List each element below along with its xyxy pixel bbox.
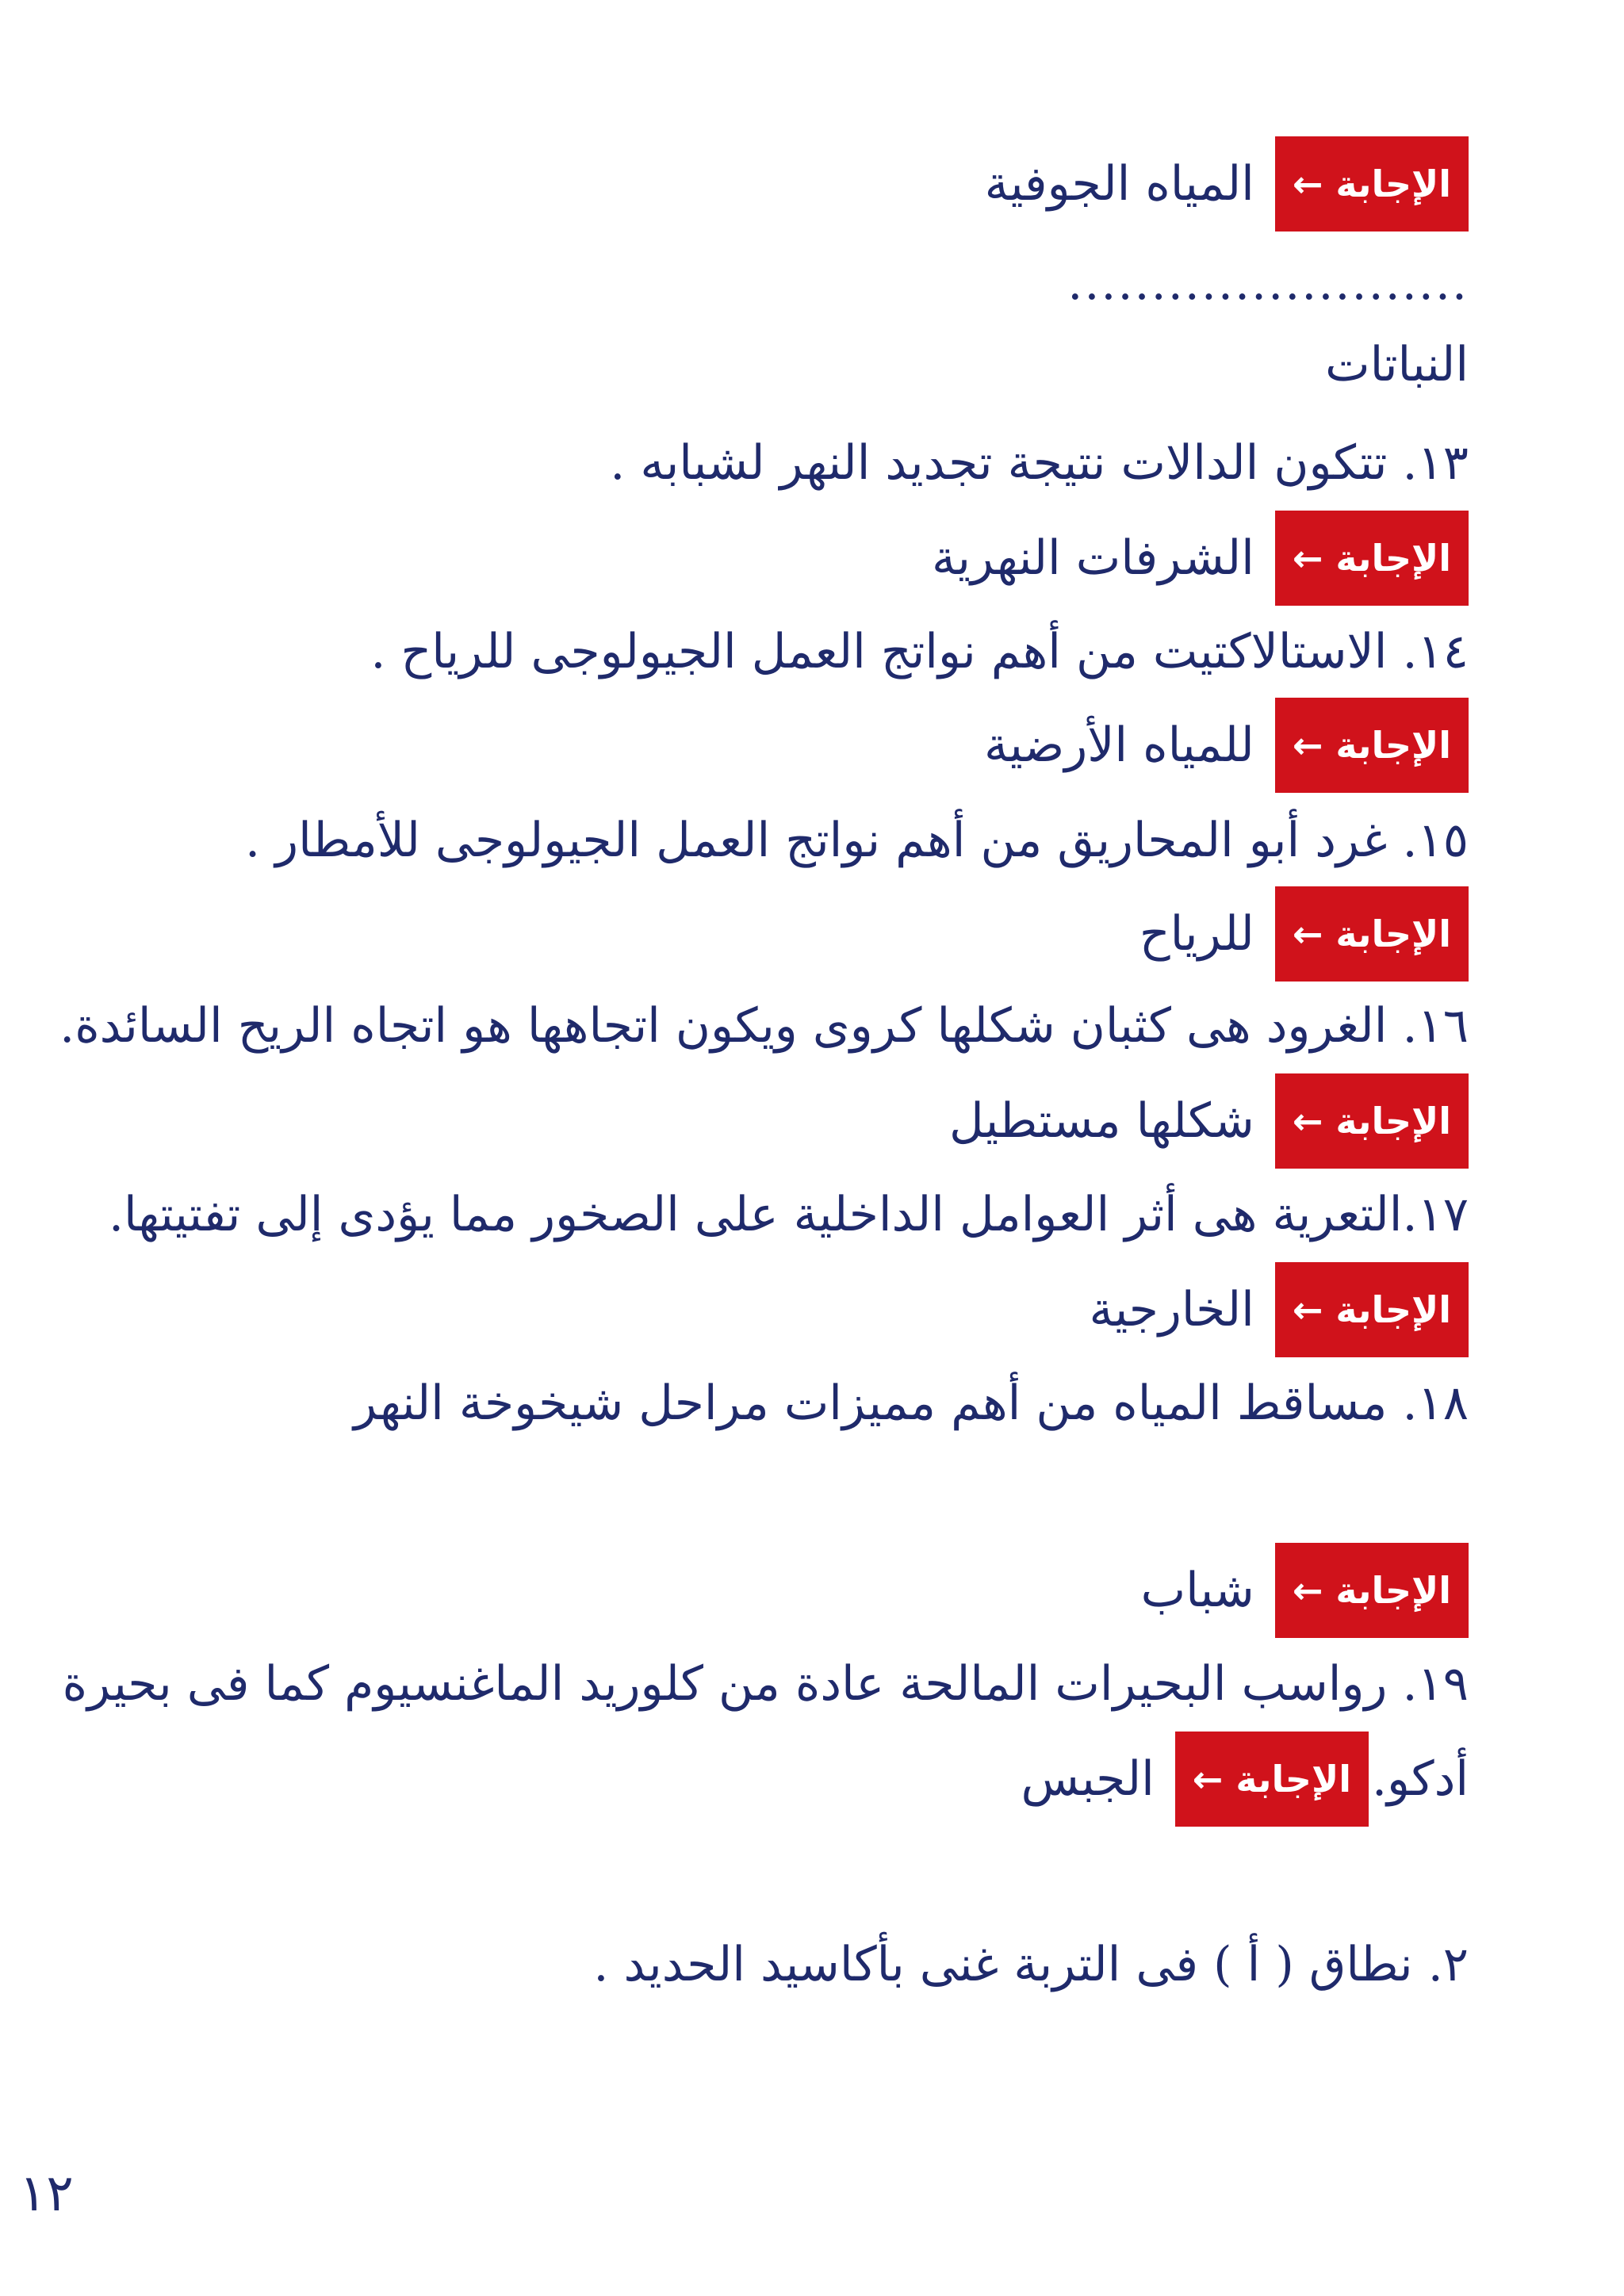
question-13-text: ١٣. تتكون الدالات نتيجة تجديد النهر لشبابه . [610, 435, 1469, 491]
question-19-text: ١٩. رواسب البحيرات المالحة عادة من كلوريد الماغنسيوم كما فى بحيرة [62, 1656, 1469, 1712]
question-19-line-2 [1021, 1732, 1469, 1827]
answer-18 [1141, 1543, 1469, 1638]
answer-15 [1139, 886, 1469, 982]
question-20-text: ٢. نطاق ( أ ) فى التربة غنى بأكاسيد الحديد . [593, 1937, 1469, 1992]
question-16 [59, 978, 1469, 1073]
question-20 [593, 1917, 1469, 2012]
answer-text: الشرفات النهرية [932, 530, 1254, 586]
question-17-text: ١٧.التعرية هى أثر العوامل الداخلية على الصخور مما يؤدى إلى تفتيتها. [108, 1187, 1469, 1242]
answer-text: للمياه الأرضية [984, 718, 1254, 773]
question-18-text: ١٨. مساقط المياه من أهم مميزات مراحل شيخوخة النهر [353, 1376, 1469, 1431]
question-17 [109, 1167, 1469, 1262]
answer-label: الإجابة ← [1275, 1262, 1469, 1357]
answer-text: المياه الجوفية [984, 156, 1254, 212]
question-13 [610, 415, 1469, 511]
answer-16 [949, 1073, 1469, 1169]
dotted-separator: ........................ [1067, 255, 1469, 311]
plants-text: النباتات [1325, 337, 1469, 392]
answer-label: الإجابة ← [1275, 511, 1469, 606]
answer-label: الإجابة ← [1275, 698, 1469, 793]
question-14-text: ١٤. الاستالاكتيت من أهم نواتج العمل الجيولوجى للرياح . [370, 624, 1469, 679]
answer-label: الإجابة ← [1275, 1073, 1469, 1169]
question-15 [245, 793, 1469, 888]
answer-text: شكلها مستطيل [949, 1093, 1254, 1149]
answer-text: شباب [1140, 1563, 1254, 1618]
question-14 [370, 604, 1469, 699]
answer-14 [984, 698, 1469, 793]
question-19-continuation: أدكو. [1371, 1751, 1469, 1807]
question-16-text: ١٦. الغرود هى كثبان شكلها كروى ويكون اتجاهها هو اتجاه الريح السائدة. [59, 998, 1469, 1054]
answer-17 [1090, 1262, 1469, 1357]
question-18 [354, 1356, 1469, 1451]
answer-text: للرياح [1139, 906, 1254, 962]
answer-label: الإجابة ← [1275, 136, 1469, 232]
answer-13 [932, 511, 1469, 606]
answer-text: الخارجية [1089, 1282, 1254, 1337]
question-19-line-1 [63, 1636, 1469, 1732]
answer-label: الإجابة ← [1175, 1732, 1369, 1827]
page-number: ١٢ [19, 2164, 74, 2223]
answer-line-groundwater [985, 136, 1469, 232]
question-15-text: ١٥. غرد أبو المحاريق من أهم نواتج العمل الجيولوجى للأمطار . [245, 813, 1469, 868]
answer-label: الإجابة ← [1275, 886, 1469, 982]
plants-line [1325, 317, 1469, 412]
answer-label: الإجابة ← [1275, 1543, 1469, 1638]
answer-text: الجبس [1021, 1751, 1155, 1807]
